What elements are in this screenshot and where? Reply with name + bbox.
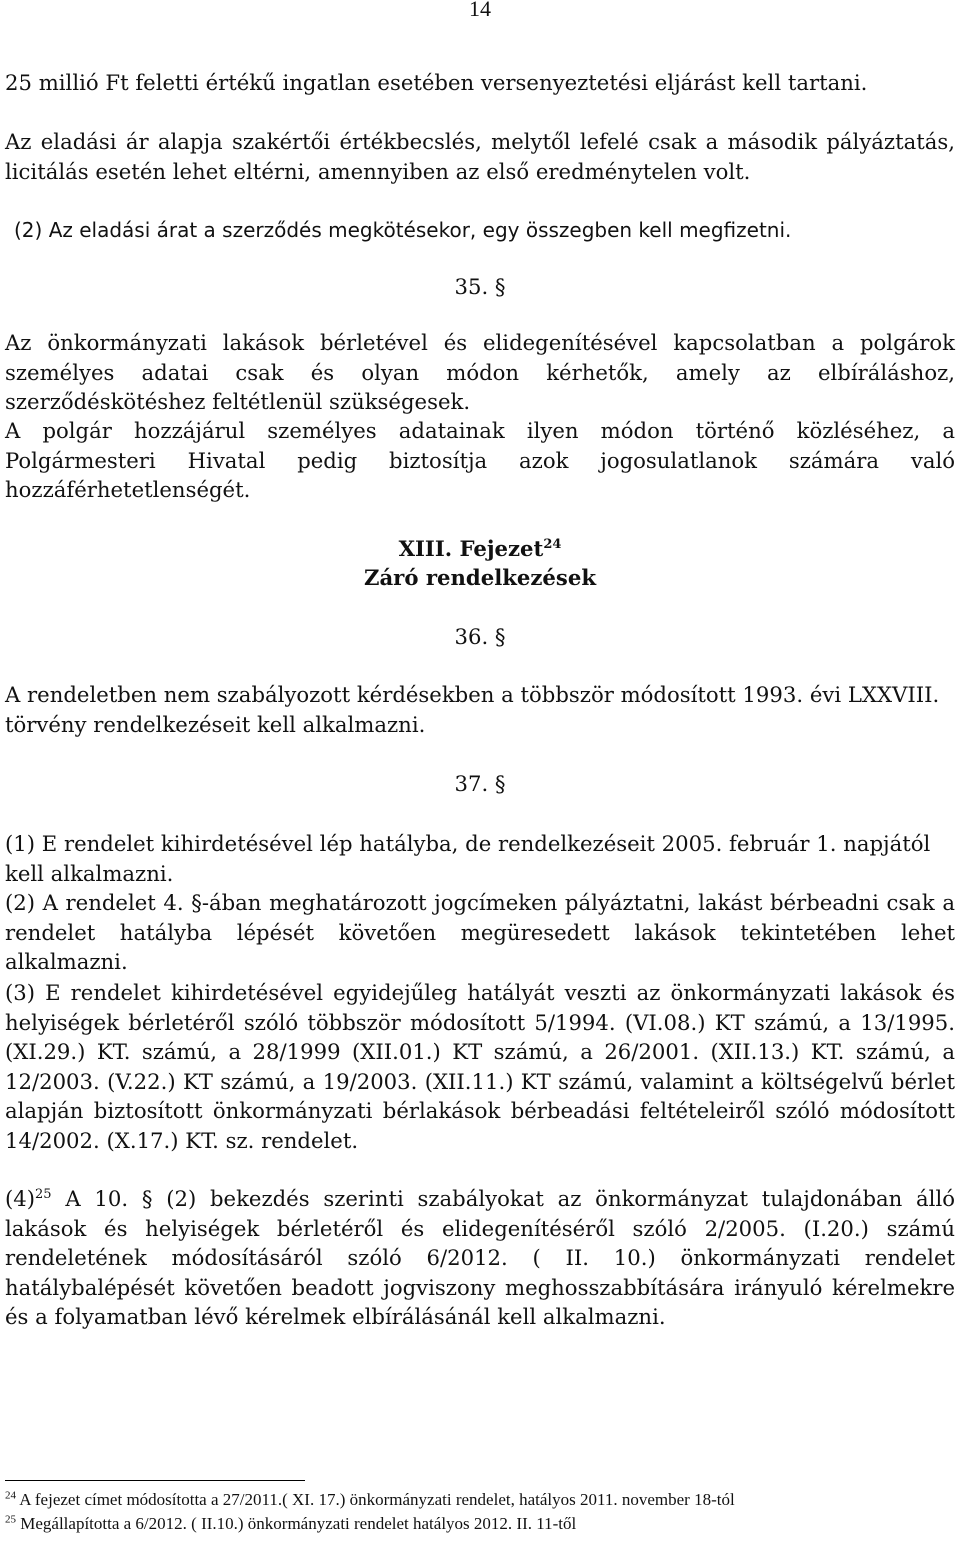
- section-35-paragraph-1: Az önkormányzati lakások bérletével és elidegenítésével kapcsolatban a polgárok személyes adatai csak és olyan módon kérhetők, amely az elbíráláshoz, szerződéskötéshez feltétlenül szükségesek.: [5, 330, 955, 414]
- chapter-title-text: XIII. Fejezet: [398, 536, 544, 561]
- footnote-ref-25[interactable]: 25: [35, 1186, 52, 1202]
- section-37-paragraph-1: (1) E rendelet kihirdetésével lép hatályba, de rendelkezéseit 2005. február 1. napjától kell alkalmazni.: [5, 831, 931, 886]
- chapter-title: [0, 534, 960, 564]
- section-37-title: 37. §: [454, 771, 506, 796]
- paragraph-4-prefix: (4): [5, 1186, 36, 1211]
- section-35-title: 35. §: [454, 274, 506, 299]
- paragraph-tender-requirement: 25 millió Ft feletti értékű ingatlan esetében versenyeztetési eljárást kell tartani.: [5, 70, 868, 95]
- section-37-paragraph-4: [5, 1184, 955, 1332]
- footnote-25: [5, 1512, 955, 1535]
- paragraph-4-text: A 10. § (2) bekezdés szerinti szabályokat az önkormányzat tulajdonában álló lakások és helyiségek bérletéről és elidegenítéséről szóló 2/2005. (I.20.) számú rendeletének módosításáról szóló 6/2012. ( II. 10.) önkormányzati rendelet hatálybalépését követően beadott jogviszony meghosszabbítására irányuló kérelmekre és a folyamatban lévő kérelmek elbírálásánál kell alkalmazni.: [5, 1186, 955, 1329]
- footnote-separator: [5, 1480, 305, 1481]
- chapter-subtitle: Záró rendelkezések: [363, 565, 597, 590]
- footnote-24: [5, 1488, 955, 1511]
- section-35-paragraph-2: A polgár hozzájárul személyes adatainak ilyen módon történő közléséhez, a Polgármesteri Hivatal pedig biztosítja azok jogosulatlanok számára való hozzáférhetetlenségét.: [5, 418, 955, 502]
- footnote-ref-24[interactable]: 24: [543, 536, 562, 552]
- paragraph-payment: (2) Az eladási árat a szerződés megkötésekor, egy összegben kell megfizetni.: [14, 218, 792, 242]
- section-37-paragraph-3: (3) E rendelet kihirdetésével egyidejűleg hatályát veszti az önkormányzati lakások és helyiségek bérletéről szóló többször módosított 5/1994. (VI.08.) KT számú, a 13/1995. (XI.29.) KT. számú, a 28/1999 (XII.01.) KT számú, a 26/2001. (XII.13.) KT. számú, a 12/2003. (V.22.) KT számú, a 19/2003. (XII.11.) KT számú, valamint a költségelvű bérlet alapján biztosított önkormányzati bérlakások bérbeadási feltételeiről szóló módosított 14/2002. (X.17.) KT. sz. rendelet.: [5, 980, 955, 1153]
- footnote-25-number: 25: [5, 1513, 16, 1526]
- footnote-24-number: 24: [5, 1489, 16, 1502]
- footnote-25-text: Megállapította a 6/2012. ( II.10.) önkormányzati rendelet hatályos 2012. II. 11-től: [16, 1514, 577, 1533]
- footnote-24-text: A fejezet címet módosította a 27/2011.( XI. 17.) önkormányzati rendelet, hatályos 2011. november 18-tól: [16, 1490, 735, 1509]
- section-36-title: 36. §: [454, 624, 506, 649]
- page-number: 14: [469, 0, 491, 21]
- paragraph-sale-price-basis: Az eladási ár alapja szakértői értékbecslés, melytől lefelé csak a második pályáztatás, licitálás esetén lehet eltérni, amennyiben az első eredménytelen volt.: [5, 129, 955, 184]
- section-37-paragraph-2: (2) A rendelet 4. §-ában meghatározott jogcímeken pályáztatni, lakást bérbeadni csak a rendelet hatályba lépését követően megüresedett lakások tekintetében lehet alkalmazni.: [5, 890, 955, 974]
- section-36-paragraph: A rendeletben nem szabályozott kérdésekben a többször módosított 1993. évi LXXVIII. törvény rendelkezéseit kell alkalmazni.: [5, 682, 940, 737]
